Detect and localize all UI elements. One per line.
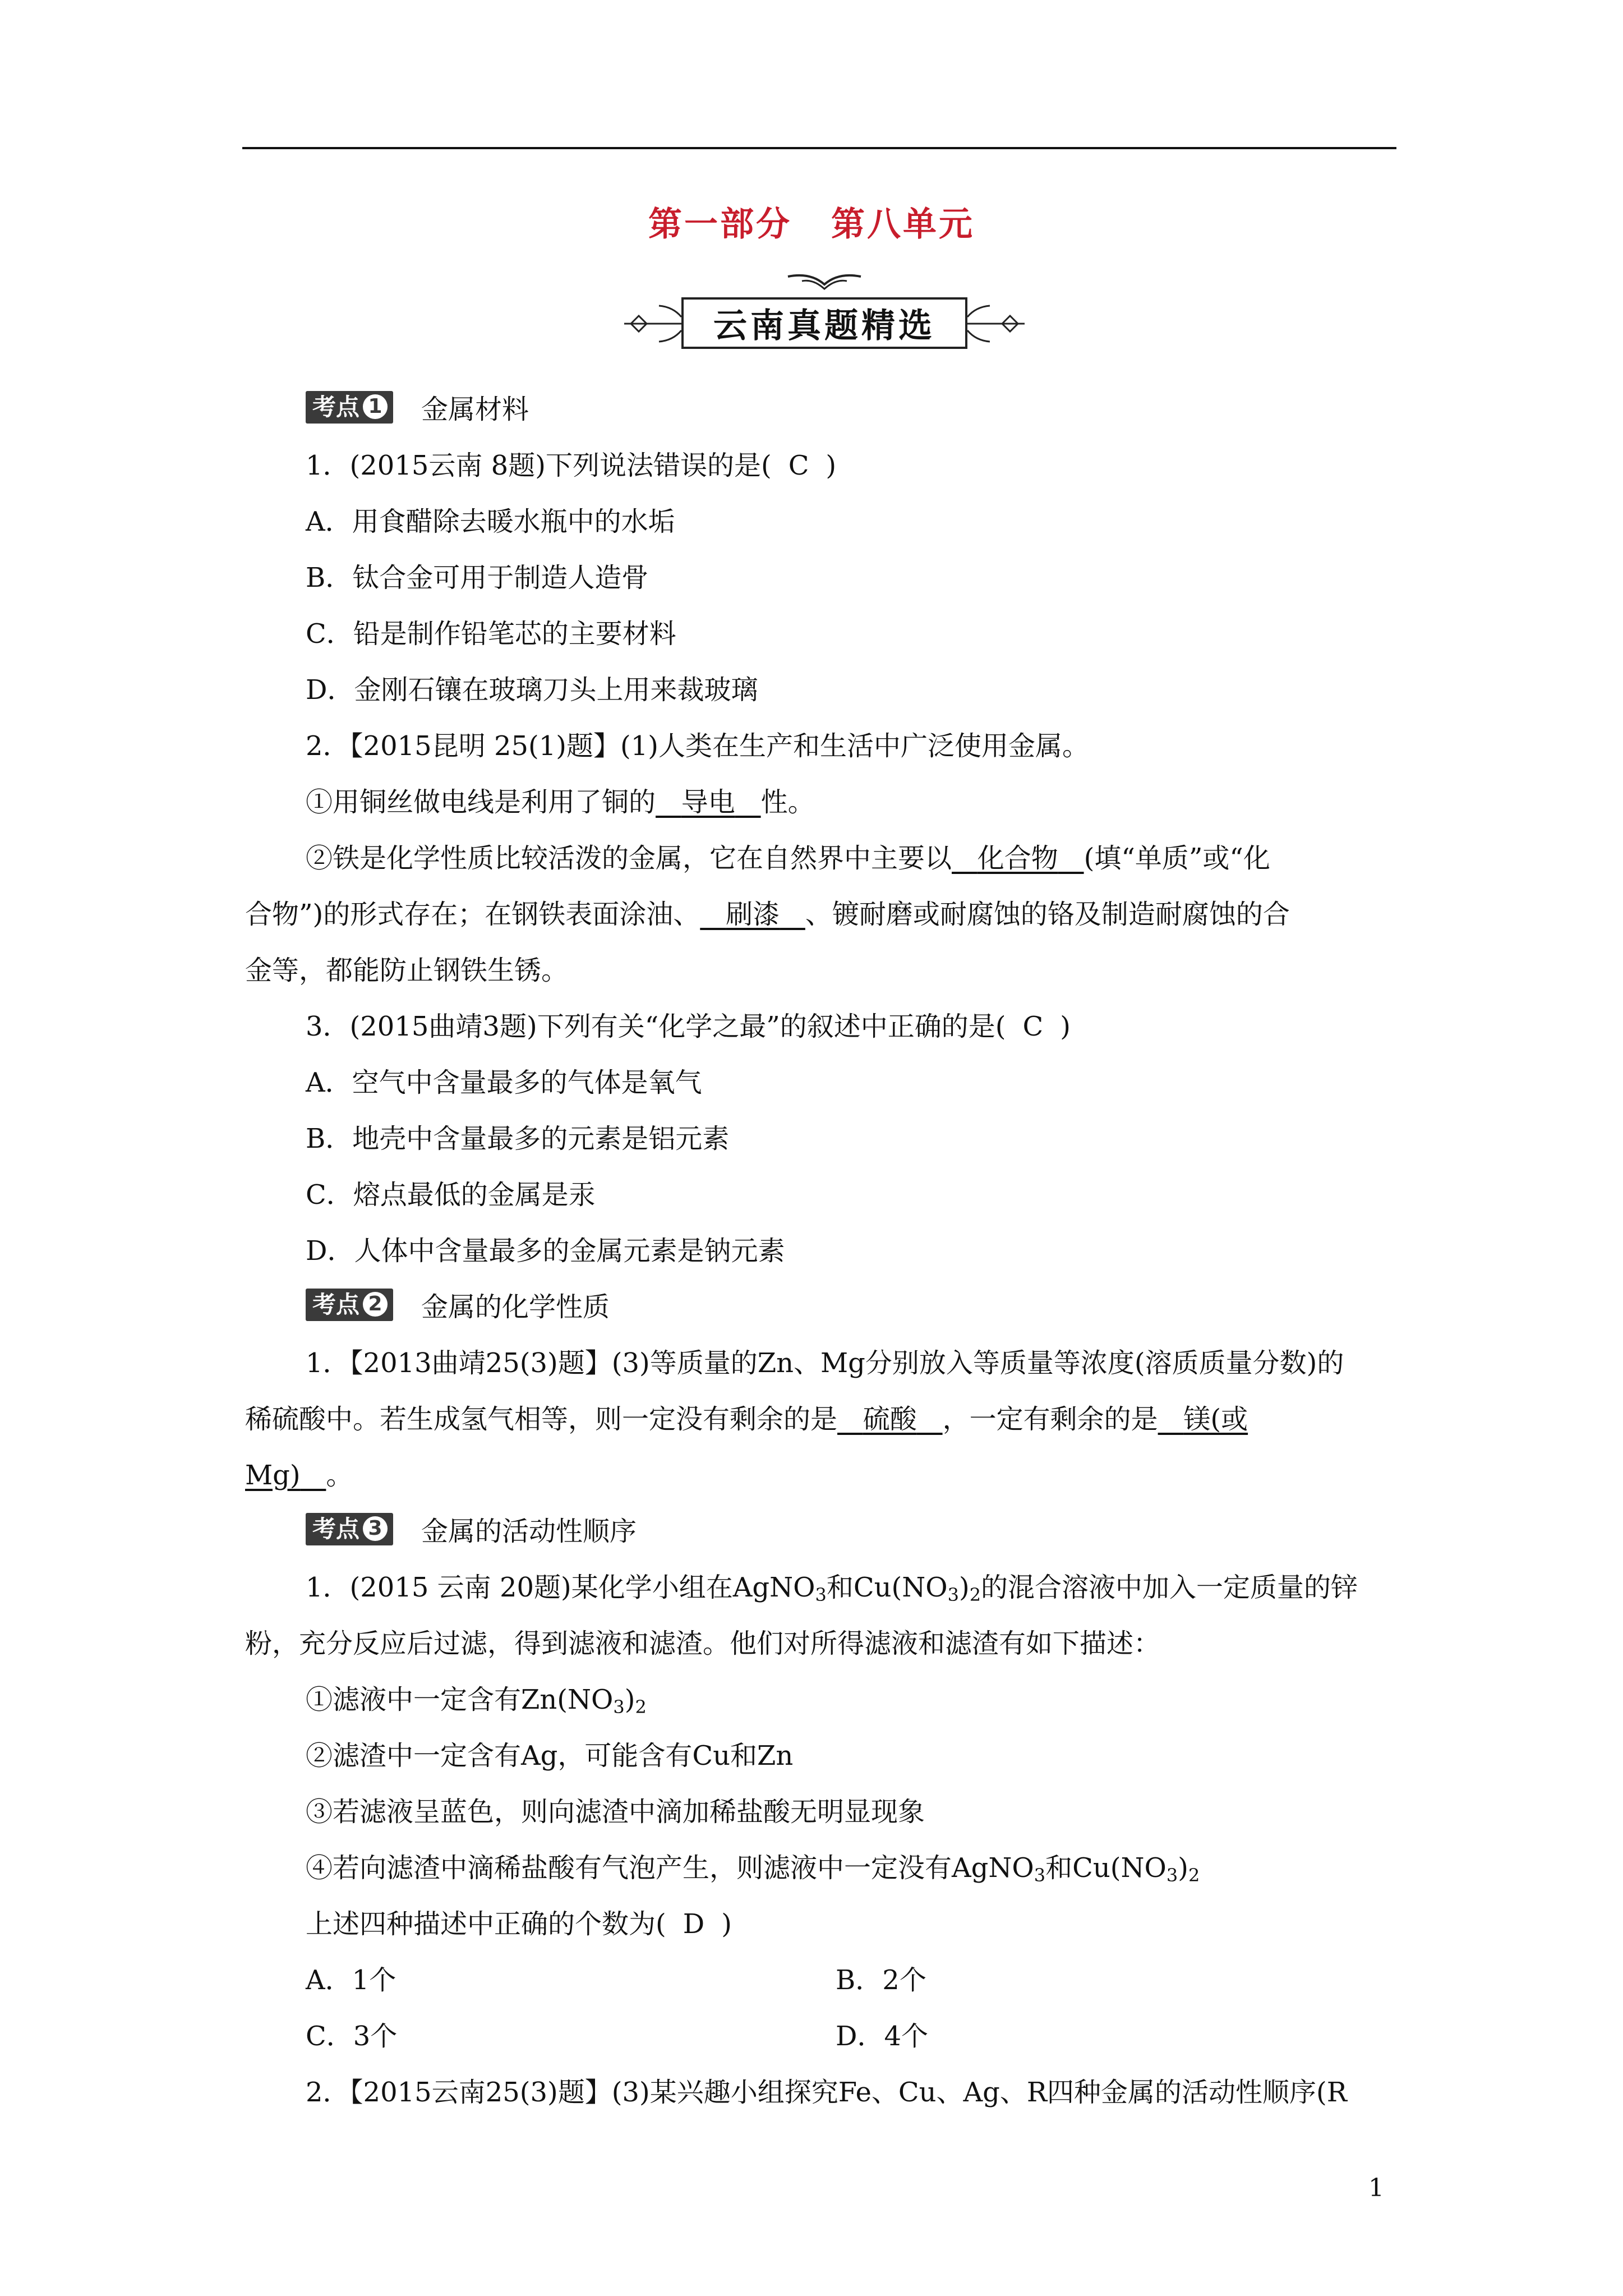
answer-blank: 化合物: [977, 843, 1058, 874]
option: B．地壳中含量最多的元素是铝元素: [306, 1123, 730, 1154]
answer-blank: 镁(或: [1183, 1404, 1248, 1435]
number-circle-icon: 1: [363, 394, 388, 419]
question-stem: 1．(2015云南 8题)下列说法错误的是( C ): [306, 450, 837, 481]
section-title: 金属的活动性顺序: [421, 1516, 637, 1547]
option: B．钛合金可用于制造人造骨: [306, 562, 649, 593]
topic-badge: 考点 2: [306, 1289, 393, 1321]
option: C．3个: [306, 2021, 398, 2052]
question-part: Mg) 。: [245, 1460, 353, 1491]
option: C．熔点最低的金属是汞: [306, 1179, 596, 1211]
option-row: [306, 1952, 1396, 2008]
question-stem: 1．【2013曲靖25(3)题】(3)等质量的Zn、Mg分别放入等质量等浓度(溶质质量分数)的: [306, 1347, 1344, 1379]
option: C．铅是制作铅笔芯的主要材料: [306, 618, 676, 650]
title-unit: 第八单元: [831, 205, 975, 244]
section-heading: [306, 1279, 1396, 1335]
header-rule: [242, 147, 1396, 149]
option: A．用食醋除去暖水瓶中的水垢: [306, 506, 675, 537]
section-heading: [306, 381, 1396, 438]
topic-badge: 考点 3: [306, 1513, 393, 1545]
answer-blank: Mg): [245, 1460, 301, 1491]
option: A．1个: [306, 1964, 396, 1996]
question-stem: 上述四种描述中正确的个数为( D ): [306, 1908, 732, 1940]
section-title: 金属材料: [421, 394, 529, 425]
option: D．4个: [836, 2021, 929, 2052]
answer: D: [683, 1908, 705, 1940]
statement: ②滤渣中一定含有Ag，可能含有Cu和Zn: [306, 1740, 794, 1772]
option: D．人体中含量最多的金属元素是钠元素: [306, 1235, 785, 1267]
answer: C: [1022, 1011, 1044, 1042]
question-part: 粉，充分反应后过滤，得到滤液和滤渣。他们对所得滤液和滤渣有如下描述：: [245, 1628, 1161, 1659]
option-row: [306, 2008, 1396, 2064]
answer-blank: 硫酸: [863, 1404, 917, 1435]
option: A．空气中含量最多的气体是氧气: [306, 1067, 702, 1098]
answer-blank: 刷漆: [726, 899, 780, 930]
question-part: 稀硫酸中。若生成氢气相等，则一定没有剩余的是 硫酸 ，一定有剩余的是 镁(或: [245, 1404, 1248, 1435]
section-title: 金属的化学性质: [421, 1291, 610, 1323]
page-title: [0, 197, 1623, 246]
banner-title: 云南真题精选: [681, 297, 967, 349]
question-stem: 1．(2015 云南 20题)某化学小组在AgNO$_3$和$Cu(NO_3)_2$的混合溶液中加入一定质量的锌: [306, 1572, 1358, 1605]
statement: ①滤液中一定含有$Zn(NO_3)_2$: [306, 1684, 647, 1718]
option: D．金刚石镶在玻璃刀头上用来裁玻璃: [306, 674, 758, 706]
page-number: 1: [1368, 2174, 1384, 2202]
question-stem: 2．【2015昆明 25(1)题】(1)人类在生产和生活中广泛使用金属。: [306, 730, 1090, 762]
question-part: 金等，都能防止钢铁生锈。: [245, 955, 569, 986]
number-circle-icon: 2: [363, 1292, 388, 1317]
question-part: ①用铜丝做电线是利用了铜的 导电 性。: [306, 786, 815, 818]
title-part: 第一部分: [648, 205, 792, 244]
question-content: [245, 381, 1396, 2120]
statement: ④若向滤渣中滴稀盐酸有气泡产生，则滤液中一定没有AgNO$_3$和$Cu(NO_3)_2$: [306, 1852, 1200, 1886]
section-banner: [620, 272, 1029, 356]
question-stem: 2．【2015云南25(3)题】(3)某兴趣小组探究Fe、Cu、Ag、R四种金属的活动性顺序(R: [306, 2077, 1347, 2108]
option: B．2个: [836, 1964, 926, 1996]
section-heading: [306, 1503, 1396, 1559]
question-part: ②铁是化学性质比较活泼的金属，它在自然界中主要以 化合物 (填“单质”或“化: [306, 843, 1270, 874]
topic-badge: 考点 1: [306, 391, 393, 424]
question-stem: 3．(2015曲靖3题)下列有关“化学之最”的叙述中正确的是( C ): [306, 1011, 1071, 1042]
statement: ③若滤液呈蓝色，则向滤渣中滴加稀盐酸无明显现象: [306, 1796, 925, 1828]
number-circle-icon: 3: [363, 1516, 388, 1541]
answer-blank: 导电: [681, 786, 735, 818]
answer: C: [788, 450, 809, 481]
question-part: 合物”)的形式存在；在钢铁表面涂油、 刷漆 、镀耐磨或耐腐蚀的铬及制造耐腐蚀的合: [245, 899, 1290, 930]
